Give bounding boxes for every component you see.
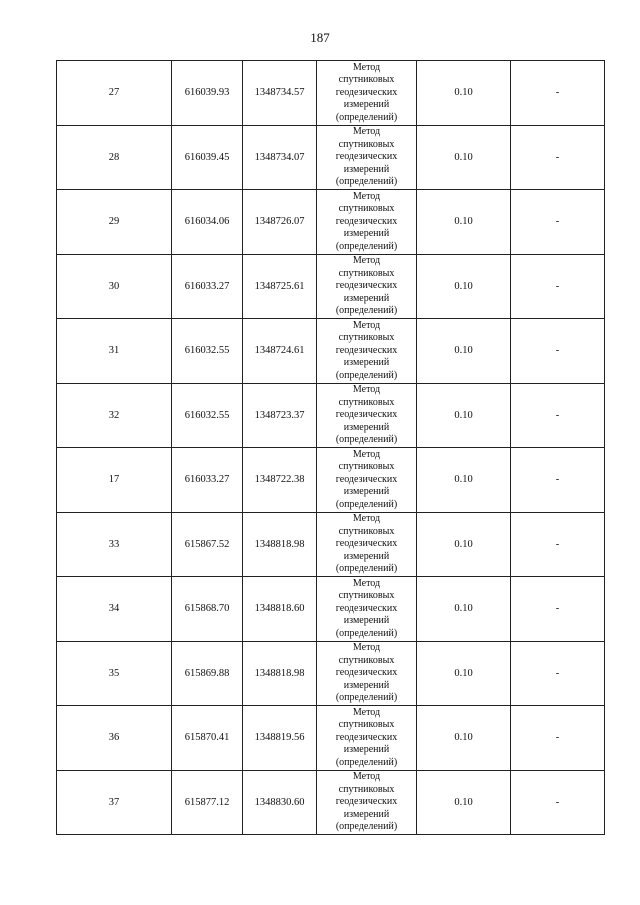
table-row: [57, 770, 605, 835]
method-cell: [317, 770, 417, 835]
x-coordinate-cell: 616032.55: [172, 383, 243, 448]
method-text-line: спутниковых: [338, 332, 395, 343]
method-text-line: измерений: [343, 421, 390, 433]
method-text-line: Метод: [352, 771, 381, 782]
point-number-cell: 28: [57, 125, 172, 190]
method-text-line: (определений): [335, 434, 398, 445]
method-cell: [317, 383, 417, 448]
method-text-line: Метод: [352, 319, 381, 331]
method-text-line: геодезических: [335, 538, 398, 549]
method-text-line: измерений: [343, 357, 390, 368]
table-row: [57, 125, 605, 190]
point-number-cell: 32: [57, 383, 172, 448]
precision-cell: 0.10: [417, 61, 511, 126]
method-text-line: Метод: [352, 190, 381, 202]
coordinates-table-body: [57, 61, 605, 835]
method-text-line: Метод: [352, 255, 381, 266]
precision-cell: 0.10: [417, 190, 511, 255]
coordinates-table: [56, 60, 605, 835]
method-text-line: измерений: [343, 615, 390, 626]
precision-cell: 0.10: [417, 706, 511, 771]
method-text-line: Метод: [352, 126, 381, 137]
method-text-line: спутниковых: [338, 461, 395, 472]
method-text-line: (определений): [335, 305, 398, 316]
y-coordinate-cell: 1348818.60: [243, 577, 317, 642]
method-text-line: измерений: [343, 292, 390, 304]
method-text-line: спутниковых: [338, 267, 395, 279]
method-text-line: геодезических: [335, 409, 398, 420]
table-row: [57, 254, 605, 319]
method-text-line: геодезических: [335, 344, 398, 356]
x-coordinate-cell: 616033.27: [172, 254, 243, 319]
method-text-line: (определений): [335, 111, 398, 123]
method-text-line: Метод: [352, 642, 381, 653]
point-number-cell: 34: [57, 577, 172, 642]
note-cell: -: [511, 448, 605, 513]
precision-cell: 0.10: [417, 641, 511, 706]
method-text-line: измерений: [343, 163, 390, 175]
y-coordinate-cell: 1348734.07: [243, 125, 317, 190]
precision-cell: 0.10: [417, 319, 511, 384]
y-coordinate-cell: 1348734.57: [243, 61, 317, 126]
method-text-line: геодезических: [335, 86, 398, 98]
method-cell: [317, 319, 417, 384]
point-number-cell: 37: [57, 770, 172, 835]
method-text-line: геодезических: [335, 473, 398, 485]
table-row: [57, 641, 605, 706]
y-coordinate-cell: 1348830.60: [243, 770, 317, 835]
x-coordinate-cell: 615877.12: [172, 770, 243, 835]
method-text-line: спутниковых: [338, 203, 395, 214]
method-text-line: Метод: [352, 577, 381, 589]
point-number-cell: 30: [57, 254, 172, 319]
method-text-line: Метод: [352, 448, 381, 460]
y-coordinate-cell: 1348725.61: [243, 254, 317, 319]
method-text-line: (определений): [335, 240, 398, 252]
precision-cell: 0.10: [417, 448, 511, 513]
note-cell: -: [511, 641, 605, 706]
method-cell: [317, 254, 417, 319]
method-text-line: измерений: [343, 679, 390, 691]
table-row: [57, 190, 605, 255]
precision-cell: 0.10: [417, 577, 511, 642]
note-cell: -: [511, 254, 605, 319]
method-text-line: измерений: [343, 99, 390, 110]
method-text-line: (определений): [335, 563, 398, 574]
x-coordinate-cell: 615869.88: [172, 641, 243, 706]
x-coordinate-cell: 615868.70: [172, 577, 243, 642]
method-cell: [317, 448, 417, 513]
table-row: [57, 61, 605, 126]
y-coordinate-cell: 1348819.56: [243, 706, 317, 771]
method-text-line: геодезических: [335, 151, 398, 162]
method-text-line: Метод: [352, 61, 381, 73]
note-cell: -: [511, 190, 605, 255]
method-text-line: Метод: [352, 706, 381, 718]
note-cell: -: [511, 61, 605, 126]
method-cell: [317, 125, 417, 190]
note-cell: -: [511, 383, 605, 448]
method-text-line: (определений): [335, 176, 398, 187]
note-cell: -: [511, 125, 605, 190]
method-text-line: спутниковых: [338, 525, 395, 537]
method-cell: [317, 641, 417, 706]
note-cell: -: [511, 770, 605, 835]
x-coordinate-cell: 615870.41: [172, 706, 243, 771]
method-text-line: (определений): [335, 627, 398, 639]
method-text-line: геодезических: [335, 796, 398, 807]
method-text-line: измерений: [343, 808, 390, 820]
point-number-cell: 27: [57, 61, 172, 126]
method-text-line: геодезических: [335, 667, 398, 678]
precision-cell: 0.10: [417, 383, 511, 448]
method-text-line: измерений: [343, 228, 390, 239]
method-text-line: (определений): [335, 369, 398, 381]
method-cell: [317, 577, 417, 642]
table-row: [57, 383, 605, 448]
method-cell: [317, 512, 417, 577]
table-row: [57, 319, 605, 384]
method-text-line: спутниковых: [338, 590, 395, 601]
note-cell: -: [511, 706, 605, 771]
method-text-line: спутниковых: [338, 783, 395, 795]
method-text-line: (определений): [335, 821, 398, 832]
y-coordinate-cell: 1348818.98: [243, 512, 317, 577]
note-cell: -: [511, 512, 605, 577]
method-text-line: геодезических: [335, 602, 398, 614]
point-number-cell: 35: [57, 641, 172, 706]
x-coordinate-cell: 616039.45: [172, 125, 243, 190]
method-cell: [317, 61, 417, 126]
method-text-line: геодезических: [335, 280, 398, 291]
method-text-line: измерений: [343, 550, 390, 562]
point-number-cell: 17: [57, 448, 172, 513]
note-cell: -: [511, 319, 605, 384]
method-text-line: спутниковых: [338, 654, 395, 666]
page-number: 187: [310, 30, 330, 45]
method-text-line: (определений): [335, 498, 398, 510]
table-row: [57, 512, 605, 577]
method-text-line: геодезических: [335, 731, 398, 743]
method-text-line: Метод: [352, 513, 381, 524]
method-text-line: спутниковых: [338, 74, 395, 85]
x-coordinate-cell: 616034.06: [172, 190, 243, 255]
point-number-cell: 31: [57, 319, 172, 384]
x-coordinate-cell: 615867.52: [172, 512, 243, 577]
y-coordinate-cell: 1348722.38: [243, 448, 317, 513]
method-text-line: спутниковых: [338, 138, 395, 150]
method-text-line: (определений): [335, 756, 398, 768]
precision-cell: 0.10: [417, 770, 511, 835]
method-cell: [317, 190, 417, 255]
precision-cell: 0.10: [417, 512, 511, 577]
method-text-line: измерений: [343, 486, 390, 497]
point-number-cell: 36: [57, 706, 172, 771]
y-coordinate-cell: 1348726.07: [243, 190, 317, 255]
x-coordinate-cell: 616032.55: [172, 319, 243, 384]
precision-cell: 0.10: [417, 254, 511, 319]
y-coordinate-cell: 1348724.61: [243, 319, 317, 384]
method-text-line: (определений): [335, 692, 398, 703]
point-number-cell: 33: [57, 512, 172, 577]
method-text-line: измерений: [343, 744, 390, 755]
y-coordinate-cell: 1348723.37: [243, 383, 317, 448]
x-coordinate-cell: 616033.27: [172, 448, 243, 513]
x-coordinate-cell: 616039.93: [172, 61, 243, 126]
table-row: [57, 448, 605, 513]
method-cell: [317, 706, 417, 771]
method-text-line: спутниковых: [338, 396, 395, 408]
note-cell: -: [511, 577, 605, 642]
point-number-cell: 29: [57, 190, 172, 255]
table-row: [57, 706, 605, 771]
y-coordinate-cell: 1348818.98: [243, 641, 317, 706]
table-row: [57, 577, 605, 642]
method-text-line: геодезических: [335, 215, 398, 227]
precision-cell: 0.10: [417, 125, 511, 190]
method-text-line: Метод: [352, 384, 381, 395]
method-text-line: спутниковых: [338, 719, 395, 730]
